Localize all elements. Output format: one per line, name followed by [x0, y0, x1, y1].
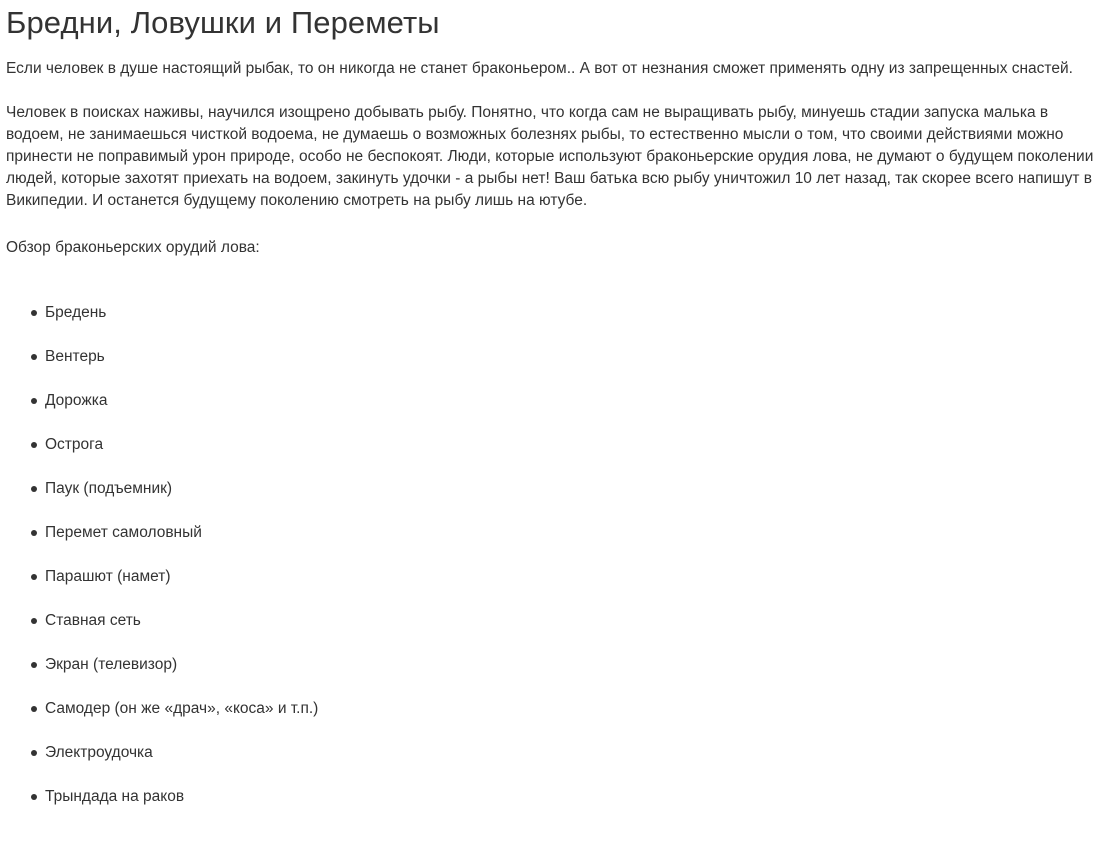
bullet-icon	[31, 706, 37, 712]
bullet-icon	[31, 354, 37, 360]
list-item	[6, 302, 1095, 346]
list-item	[6, 346, 1095, 390]
list-item-label: Острога	[45, 436, 104, 453]
list-item-label: Бредень	[45, 304, 107, 321]
list-item-label: Трындада на раков	[45, 788, 185, 805]
body-paragraph: Человек в поисках наживы, научился изощрено добывать рыбу. Понятно, что когда сам не выращивать рыбу, минуешь стадии запуска малька в водоем, не занимаешься чисткой водоема, не думаешь о возможных болезнях рыбы, то естественно мысли о том, что своими действиями можно принести не поправимый урон природе, особо не беспокоят. Люди, которые используют браконьерские орудия лова, не думают о будущем поколении людей, которые захотят приехать на водоем, закинуть удочки - а рыбы нет! Ваш батька всю рыбу уничтожил 10 лет назад, так скорее всего напишут в Википедии. И останется будущему поколению смотреть на рыбу лишь на ютубе.	[6, 104, 1094, 209]
page-title: Бредни, Ловушки и Переметы	[6, 5, 440, 40]
bullet-icon	[31, 794, 37, 800]
list-item-label: Паук (подъемник)	[45, 480, 173, 497]
list-item-label: Ставная сеть	[45, 612, 141, 629]
bullet-icon	[31, 310, 37, 316]
list-item	[6, 566, 1095, 610]
list-item-label: Электроудочка	[45, 744, 153, 761]
list-item	[6, 742, 1095, 786]
bullet-icon	[31, 750, 37, 756]
bullet-icon	[31, 486, 37, 492]
list-item	[6, 698, 1095, 742]
list-item-label: Экран (телевизор)	[45, 656, 178, 673]
list-item	[6, 654, 1095, 698]
bullet-icon	[31, 662, 37, 668]
bullet-icon	[31, 442, 37, 448]
list-item-label: Вентерь	[45, 348, 105, 365]
list-item-label: Дорожка	[45, 392, 108, 409]
bullet-icon	[31, 398, 37, 404]
list-item	[6, 434, 1095, 478]
bullet-icon	[31, 618, 37, 624]
intro-paragraph: Если человек в душе настоящий рыбак, то он никогда не станет браконьером.. А вот от незнания сможет применять одну из запрещенных снастей.	[6, 60, 1073, 77]
list-item-label: Перемет самоловный	[45, 524, 202, 541]
list-item	[6, 478, 1095, 522]
tools-list	[6, 302, 1095, 830]
list-item-label: Самодер (он же «драч», «коса» и т.п.)	[45, 700, 319, 717]
list-item	[6, 390, 1095, 434]
bullet-icon	[31, 574, 37, 580]
list-item	[6, 522, 1095, 566]
list-item	[6, 786, 1095, 830]
list-heading: Обзор браконьерских орудий лова:	[6, 239, 260, 256]
bullet-icon	[31, 530, 37, 536]
list-item	[6, 610, 1095, 654]
list-item-label: Парашют (намет)	[45, 568, 171, 585]
